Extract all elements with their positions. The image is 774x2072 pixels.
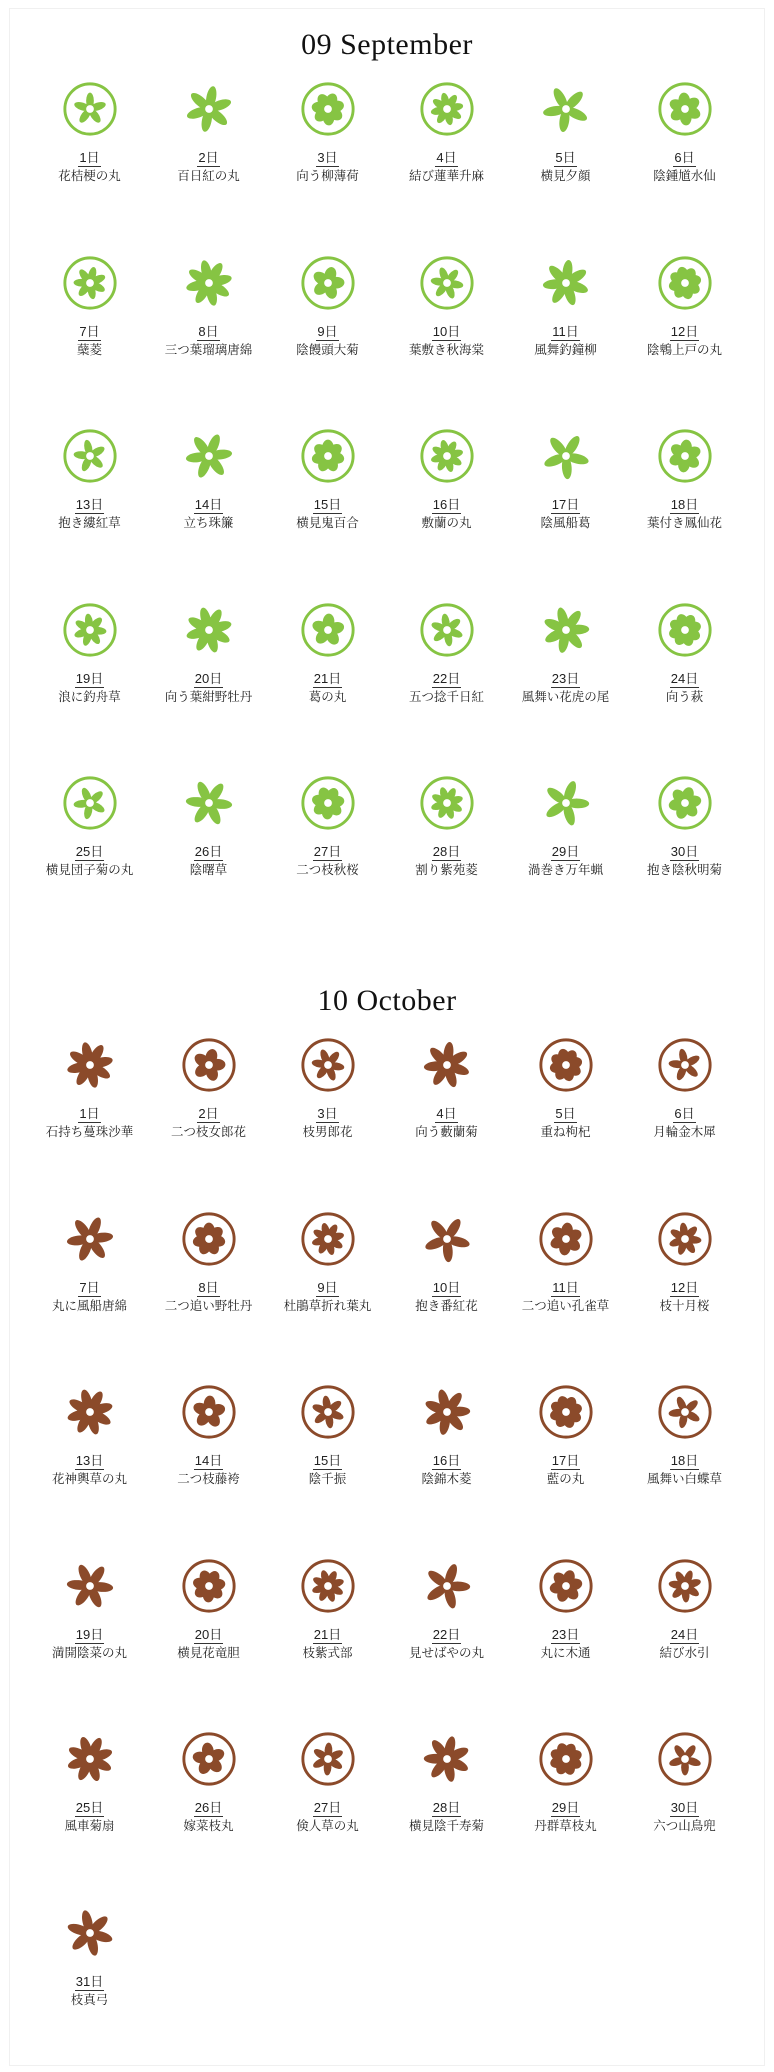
crest-day-label: 1日 [79, 150, 100, 165]
crest-icon [418, 1730, 476, 1788]
crest-name-label: 月輪金木犀 [653, 1125, 716, 1139]
crest-icon [299, 1730, 357, 1788]
crest-name-label: 陰風船葛 [540, 516, 591, 530]
crest-name-label: 五つ捻千日紅 [408, 689, 484, 704]
crest-name-label: 杜鵑草折れ葉丸 [283, 1298, 372, 1313]
crest-icon [61, 1036, 119, 1094]
crest-name-label: 向う柳薄荷 [296, 169, 359, 183]
crest-day-label: 9日 [317, 1279, 338, 1295]
crest-item [149, 774, 268, 878]
crest-name-label: 結び蓮華升麻 [408, 169, 484, 183]
crest-day-label: 11日 [552, 323, 579, 339]
crest-item [625, 254, 744, 358]
crest-icon [61, 427, 119, 485]
crest-icon [299, 427, 357, 485]
crest-item [268, 1557, 387, 1661]
crest-icon [656, 1210, 714, 1268]
crest-item [387, 1383, 506, 1487]
crest-day-label: 16日 [432, 497, 461, 512]
crest-item [149, 1557, 268, 1661]
crest-name-label: 二つ追い野牡丹 [164, 1298, 253, 1313]
month-title-september: 09 September [301, 28, 473, 61]
crest-icon [418, 601, 476, 659]
crest-day-label: 12日 [670, 323, 699, 339]
crest-day-label: 7日 [79, 323, 100, 339]
crest-day-label: 21日 [313, 1626, 342, 1642]
crest-icon [299, 1210, 357, 1268]
crest-day-label: 20日 [194, 670, 223, 686]
crest-name-label: 丹群草枝丸 [534, 1819, 597, 1833]
crest-name-label: 風舞釣鐘柳 [534, 342, 597, 357]
crest-icon [656, 80, 714, 138]
crest-item [387, 774, 506, 878]
crest-name-label: 二つ枝秋桜 [296, 863, 359, 877]
crest-name-label: 蘖菱 [76, 342, 102, 357]
crest-icon [61, 774, 119, 832]
crest-name-label: 結び水引 [659, 1645, 710, 1660]
crest-name-label: 葉敷き秋海棠 [408, 342, 484, 357]
crest-item [268, 1210, 387, 1314]
crest-item [506, 1036, 625, 1140]
crest-name-label: 割り紫苑菱 [415, 863, 478, 877]
crest-icon [418, 427, 476, 485]
crest-name-label: 花桔梗の丸 [58, 169, 121, 183]
crest-item [268, 254, 387, 358]
crest-name-label: 枝十月桜 [659, 1298, 710, 1313]
crest-name-label: 風車菊扇 [64, 1819, 115, 1833]
crest-day-label: 7日 [79, 1279, 100, 1295]
crest-icon [537, 1557, 595, 1615]
crest-name-label: 枝真弓 [70, 1992, 109, 2007]
crest-name-label: 藍の丸 [546, 1472, 585, 1486]
crest-name-label: 横見陰千寿菊 [408, 1819, 484, 1833]
crest-day-label: 30日 [670, 1800, 699, 1815]
crest-day-label: 20日 [194, 1626, 223, 1642]
crest-name-label: 風舞い白蝶草 [646, 1472, 722, 1486]
crest-day-label: 23日 [551, 1626, 580, 1642]
crest-icon [180, 1557, 238, 1615]
crest-name-label: 抱き縷紅草 [58, 516, 121, 530]
crest-name-label: 百日紅の丸 [177, 169, 240, 183]
crest-item [387, 1557, 506, 1661]
crest-day-label: 3日 [317, 150, 338, 165]
crest-day-label: 5日 [555, 150, 576, 165]
crest-item [625, 1383, 744, 1487]
crest-icon [180, 601, 238, 659]
crest-item [149, 1730, 268, 1834]
crest-name-label: 立ち珠簾 [183, 516, 234, 530]
crest-day-label: 28日 [432, 844, 461, 859]
crest-icon [180, 427, 238, 485]
crest-item [387, 1210, 506, 1314]
crest-item [30, 1036, 149, 1140]
crest-item [30, 1730, 149, 1834]
crest-name-label: 六つ山鳥兜 [653, 1819, 716, 1833]
crest-name-label: 重ね枸杞 [540, 1125, 591, 1139]
crest-day-label: 19日 [75, 1626, 104, 1642]
crest-name-label: 向う藪蘭菊 [415, 1125, 478, 1139]
crest-item [506, 254, 625, 358]
crest-day-label: 10日 [432, 1279, 461, 1295]
crest-icon [299, 80, 357, 138]
crest-day-label: 28日 [432, 1800, 461, 1815]
crest-icon [537, 254, 595, 312]
crest-day-label: 18日 [670, 1453, 699, 1468]
crest-icon [537, 1383, 595, 1441]
crest-icon [656, 1036, 714, 1094]
crest-item [506, 1210, 625, 1314]
crest-item [387, 80, 506, 184]
crest-item [149, 254, 268, 358]
crest-icon [180, 1383, 238, 1441]
crest-item [625, 1730, 744, 1834]
crest-name-label: 嫁菜枝丸 [183, 1819, 234, 1833]
crest-item [30, 254, 149, 358]
crest-item [268, 1730, 387, 1834]
crest-item [30, 1383, 149, 1487]
crest-name-label: 陰鍾馗水仙 [653, 169, 716, 183]
crest-icon [61, 1383, 119, 1441]
crest-item [30, 601, 149, 705]
crest-day-label: 22日 [432, 670, 461, 686]
crest-icon [656, 1557, 714, 1615]
crest-icon [537, 1036, 595, 1094]
crest-icon [180, 1036, 238, 1094]
crest-name-label: 陰饅頭大菊 [296, 342, 359, 357]
crest-name-label: 枝男郎花 [302, 1125, 353, 1139]
crest-icon [418, 254, 476, 312]
crest-day-label: 16日 [432, 1453, 461, 1468]
crest-icon [299, 601, 357, 659]
crest-item [625, 1210, 744, 1314]
crest-day-label: 1日 [79, 1106, 100, 1121]
crest-item [506, 427, 625, 531]
crest-day-label: 25日 [75, 1800, 104, 1815]
crest-name-label: 倹人草の丸 [296, 1819, 359, 1833]
crest-item [506, 80, 625, 184]
crest-name-label: 丸に木通 [540, 1645, 591, 1660]
crest-item [387, 427, 506, 531]
crest-icon [418, 1557, 476, 1615]
crest-icon [61, 1730, 119, 1788]
crest-name-label: 丸に風船唐綿 [51, 1298, 127, 1313]
crest-name-label: 横見団子菊の丸 [45, 863, 134, 877]
crest-icon [656, 254, 714, 312]
crest-icon [180, 80, 238, 138]
crest-day-label: 17日 [551, 497, 580, 512]
crest-day-label: 14日 [194, 497, 223, 512]
crest-name-label: 枝紫式部 [302, 1645, 353, 1660]
crest-name-label: 向う葉紺野牡丹 [164, 689, 253, 704]
crest-day-label: 29日 [551, 844, 580, 859]
crest-item [506, 1730, 625, 1834]
crest-day-label: 25日 [75, 844, 104, 859]
crest-item [387, 254, 506, 358]
crest-icon [299, 1383, 357, 1441]
crest-icon [418, 1210, 476, 1268]
crest-item [268, 80, 387, 184]
crest-day-label: 26日 [194, 844, 223, 859]
crest-day-label: 13日 [75, 1453, 104, 1468]
crest-day-label: 8日 [198, 323, 219, 339]
crest-item [30, 1904, 149, 2008]
crest-icon [656, 601, 714, 659]
crest-day-label: 17日 [551, 1453, 580, 1468]
crest-icon [299, 1557, 357, 1615]
crest-icon [418, 1383, 476, 1441]
crest-icon [537, 774, 595, 832]
crest-item [30, 80, 149, 184]
crest-name-label: 横見花竜胆 [177, 1645, 240, 1660]
crest-icon [537, 1730, 595, 1788]
crest-item [625, 601, 744, 705]
crest-icon [180, 774, 238, 832]
crest-name-label: 抱き陰秋明菊 [646, 863, 722, 877]
crest-item [268, 601, 387, 705]
crest-name-label: 渦巻き万年蝋 [527, 863, 603, 877]
crest-day-label: 18日 [670, 497, 699, 512]
crest-item [506, 774, 625, 878]
crest-icon [537, 1210, 595, 1268]
crest-day-label: 13日 [75, 497, 104, 512]
crest-name-label: 陰錦木菱 [421, 1472, 472, 1486]
crest-name-label: 二つ追い孔雀草 [521, 1298, 610, 1313]
crest-name-label: 横見夕顔 [540, 169, 591, 183]
crest-day-label: 24日 [670, 1626, 699, 1642]
crest-item [625, 427, 744, 531]
crest-day-label: 8日 [198, 1279, 219, 1295]
crest-item [268, 774, 387, 878]
crest-day-label: 24日 [670, 670, 699, 686]
crest-name-label: 花神輿草の丸 [51, 1472, 127, 1486]
crest-item [268, 1036, 387, 1140]
crest-day-label: 21日 [313, 670, 342, 686]
crest-icon [61, 254, 119, 312]
crest-icon [180, 1210, 238, 1268]
crest-name-label: 敷蘭の丸 [421, 516, 472, 530]
crest-day-label: 6日 [674, 1106, 695, 1121]
crest-item [30, 427, 149, 531]
crest-item [625, 1036, 744, 1140]
crest-name-label: 葛の丸 [308, 689, 347, 704]
crest-icon [180, 1730, 238, 1788]
crest-day-label: 31日 [75, 1973, 104, 1989]
crest-icon [418, 774, 476, 832]
crest-item [625, 774, 744, 878]
crest-icon [299, 1036, 357, 1094]
crest-day-label: 12日 [670, 1279, 699, 1295]
crest-item [506, 1383, 625, 1487]
crest-name-label: 陰千振 [308, 1472, 347, 1486]
crest-icon [656, 427, 714, 485]
crest-item [30, 774, 149, 878]
crest-icon [537, 427, 595, 485]
crest-day-label: 4日 [436, 150, 457, 165]
crest-day-label: 10日 [432, 323, 461, 339]
crest-icon [537, 80, 595, 138]
crest-item [149, 80, 268, 184]
crest-icon [656, 774, 714, 832]
crest-name-label: 抱き番紅花 [415, 1298, 478, 1313]
crest-icon [418, 1036, 476, 1094]
crest-item [149, 1036, 268, 1140]
crest-item [30, 1210, 149, 1314]
crest-day-label: 9日 [317, 323, 338, 339]
crest-icon [299, 254, 357, 312]
crest-name-label: 二つ枝藤袴 [177, 1472, 240, 1486]
crest-day-label: 6日 [674, 150, 695, 165]
crest-icon [61, 1557, 119, 1615]
crest-name-label: 風舞い花虎の尾 [521, 689, 610, 704]
crest-icon [180, 254, 238, 312]
crest-item [387, 1730, 506, 1834]
crest-icon [61, 1210, 119, 1268]
month-title-october: 10 October [317, 984, 457, 1017]
crest-icon [418, 80, 476, 138]
crest-item [387, 601, 506, 705]
crest-day-label: 26日 [194, 1800, 223, 1815]
crest-icon [656, 1383, 714, 1441]
crest-item [149, 427, 268, 531]
crest-item [149, 601, 268, 705]
crest-icon [537, 601, 595, 659]
crest-name-label: 石持ち蔓珠沙華 [45, 1125, 134, 1139]
crest-day-label: 23日 [551, 670, 580, 686]
crest-day-label: 14日 [194, 1453, 223, 1468]
crest-name-label: 陰曙草 [189, 863, 228, 877]
crest-day-label: 11日 [552, 1279, 579, 1295]
crest-item [149, 1383, 268, 1487]
crest-day-label: 2日 [198, 1106, 219, 1121]
crest-name-label: 二つ枝女郎花 [170, 1125, 246, 1139]
crest-day-label: 30日 [670, 844, 699, 859]
crest-day-label: 15日 [313, 1453, 342, 1468]
crest-name-label: 陰鵯上戸の丸 [646, 342, 722, 357]
crest-item [625, 1557, 744, 1661]
crest-name-label: 見せばやの丸 [408, 1645, 484, 1660]
crest-icon [61, 1904, 119, 1962]
crest-day-label: 5日 [555, 1106, 576, 1121]
crest-name-label: 三つ葉瑠璃唐綿 [164, 342, 253, 357]
crest-day-label: 29日 [551, 1800, 580, 1815]
crest-icon [299, 774, 357, 832]
crest-item [625, 80, 744, 184]
crest-name-label: 浪に釣舟草 [58, 689, 121, 704]
crest-item [30, 1557, 149, 1661]
crest-icon [61, 80, 119, 138]
crest-day-label: 15日 [313, 497, 342, 512]
crest-day-label: 27日 [313, 1800, 342, 1815]
crest-item [506, 601, 625, 705]
crest-day-label: 3日 [317, 1106, 338, 1121]
crest-item [387, 1036, 506, 1140]
crest-day-label: 4日 [436, 1106, 457, 1121]
crest-day-label: 22日 [432, 1626, 461, 1642]
crest-name-label: 向う萩 [665, 689, 704, 704]
crest-item [268, 427, 387, 531]
crest-item [149, 1210, 268, 1314]
crest-name-label: 横見鬼百合 [296, 516, 359, 530]
crest-day-label: 27日 [313, 844, 342, 859]
crest-name-label: 満開陰菜の丸 [51, 1645, 127, 1660]
crest-day-label: 19日 [75, 670, 104, 686]
crest-icon [61, 601, 119, 659]
crest-name-label: 葉付き鳳仙花 [646, 516, 722, 530]
crest-item [268, 1383, 387, 1487]
crest-icon [656, 1730, 714, 1788]
crest-day-label: 2日 [198, 150, 219, 165]
crest-item [506, 1557, 625, 1661]
